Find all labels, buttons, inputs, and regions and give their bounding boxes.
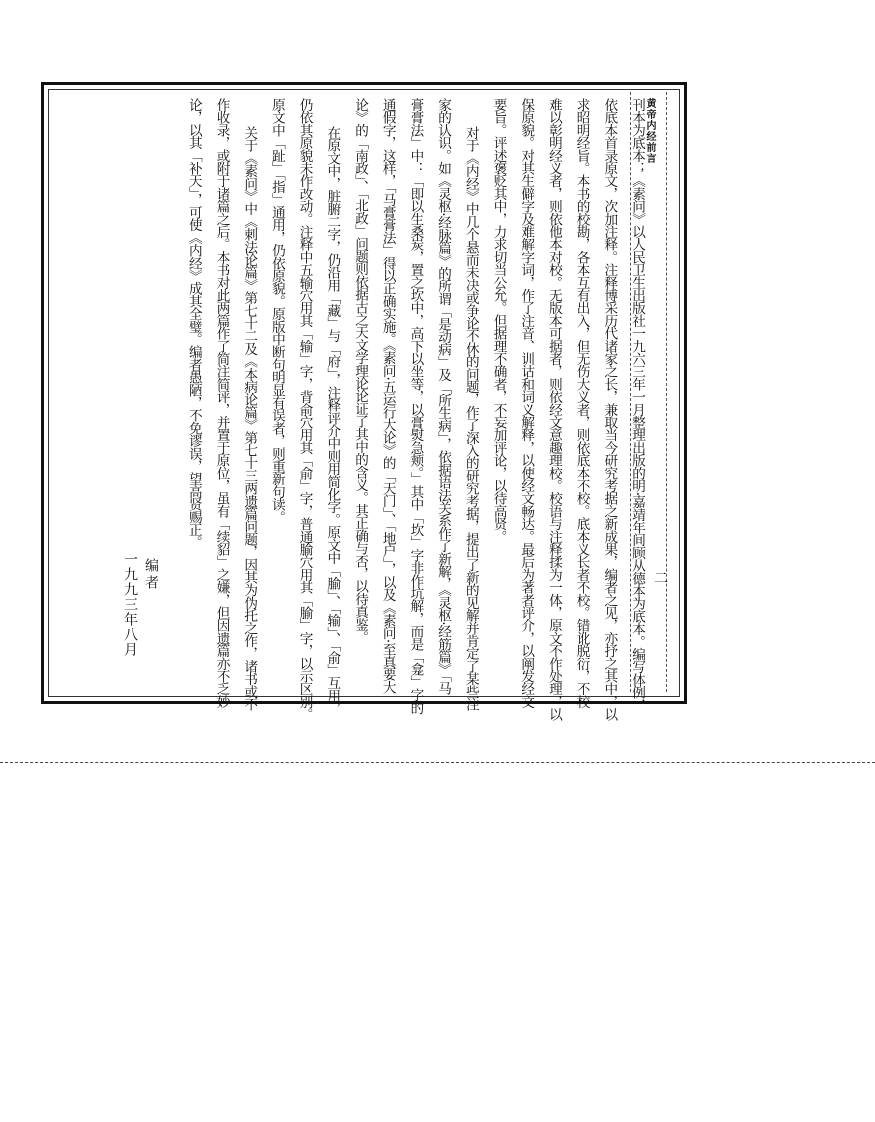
text-column: 保原貌。对其生僻字及难解字词，作了注音、训诂和词义解释，以使经文畅达。最后为著者评介，以阐发经文 [518,98,535,708]
header-divider [666,92,667,692]
scan-edge-line [0,762,875,763]
text-column: 膏膏法」中：「即以生桑炭，置之坎中，高下以坐等，以膏熨急颊。」其中「坎」字非作坑解，而是「龛」字的 [407,98,424,714]
text-column: 论》的「南政」、「北政」问题则依据古之天文学理论论证了其中的含义。其正确与否，以待真鉴。 [352,98,368,644]
text-column: 家的认识。如《灵枢·经脉篇》的所谓「是动病」及「所生病」，依据语法关系作了新解，《灵枢·经筋篇》「马 [435,98,452,695]
text-column: 依底本首录原文，次加注释。注释博采历代诸家之长，兼取当今研究考据之新成果，编者之见，亦抒之其中，以 [601,98,618,721]
text-column: 要旨。评述褒贬其中，力求切当公允。但据理不确者，不妄加评论，以待高贤。 [490,98,507,543]
text-column: 对于《内经》中几个悬而未决或争论不休的问题，作了深入的研究考据，提出了新的见解并肯定了某些注 [462,126,479,711]
text-column: 论，以其「补天」，可使《内经》成其全璧。编者愚陋，不免谬误，望高贤赐正。 [185,98,202,549]
signature-author: 编者 [143,558,159,592]
text-column: 作收录，或附于诸篇之后。本书对此两篇作了简注简评，并置于原位，虽有「续貂」之嫌，但因遗篇亦不乏妙 [213,98,230,708]
text-column: 原文中「趾」「指」通用，仍依原貌。原版中断句明显有误者，则重新句读。 [268,98,285,523]
text-column: 求昭明经旨。本书的校勘，各本互有出入，但无伤大义者，则依底本不校。底本义长者不校。错讹脱衍，不校 [573,98,590,708]
text-column: 仍依其原貌未作改动。注释中五输穴用其「输」字，背俞穴用其「俞」字，普通腧穴用其「腧」字，以示区别。 [296,98,313,721]
signature-date: 一九九三年八月 [122,552,138,657]
page-number: 二 [654,571,668,587]
text-column: 难以彰明经义者，则依他本对校。无版本可据者，则依经文意趣理校。校语与注释揉为一体，原文不作处理，以 [545,98,562,721]
text-column: 关于《素问》中《刺法论篇》第七十二及《本病论篇》第七十三两遗篇问题，因其为伪托之作，诸书或不 [241,126,258,711]
text-column: 在原文中，脏腑二字，仍沿用「藏」与「府」，注释评介中则用简化字。原文中「腧」、「输」、「俞」互用， [324,126,341,715]
text-column: 刊本为底本；《素问》以人民卫生出版社一九六三年一月整理出版的明·嘉靖年间顾从德本为底本。编写体例， [629,98,645,712]
text-column: 通假字，这样，「马膏膏法」得以正确实施。《素问·五运行大论》的「天门」、「地户」，以及《素问·至真要大 [379,98,396,694]
running-header: 黄帝内经前言 [644,98,655,164]
